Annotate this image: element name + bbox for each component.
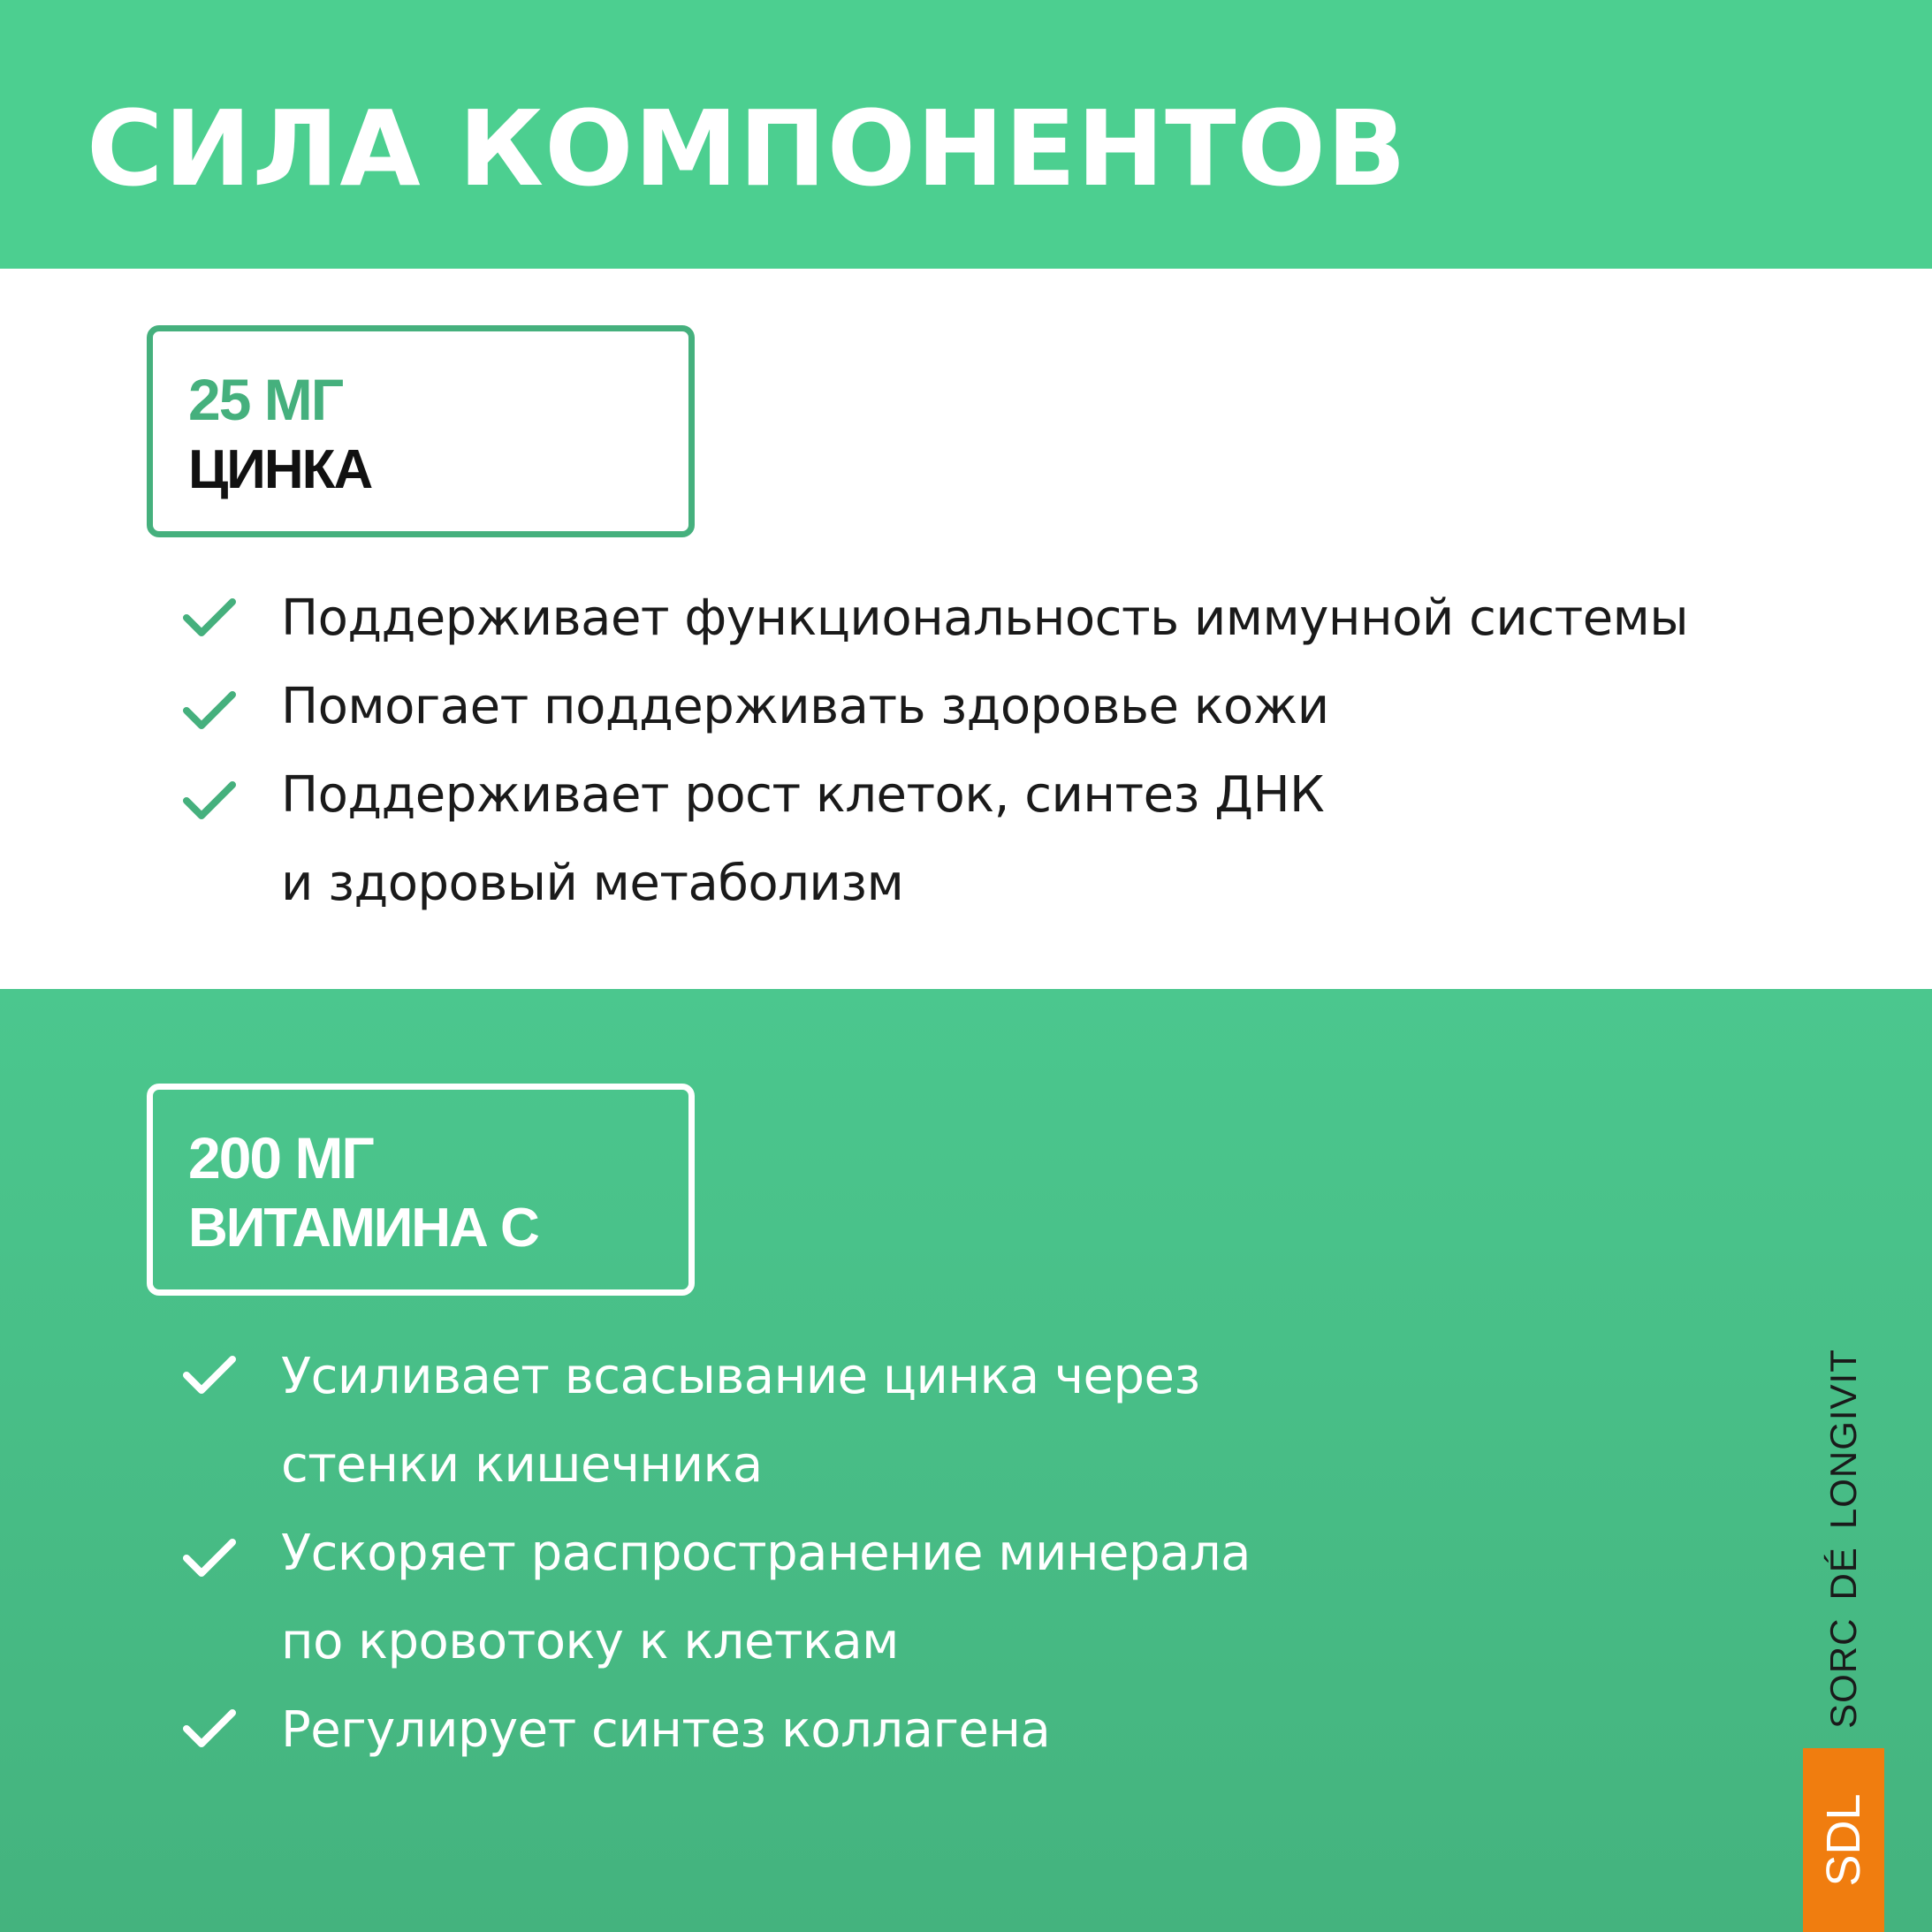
brand-logo xyxy=(1803,1349,1920,1932)
check-icon xyxy=(182,1352,237,1396)
brand-wordmark xyxy=(1822,1349,1865,1729)
benefit-text: Поддерживает функциональность иммунной системы xyxy=(281,589,1689,647)
check-icon xyxy=(182,688,237,732)
benefit-text: Усиливает всасывание цинка через xyxy=(281,1348,1200,1405)
page-title: СИЛА КОМПОНЕНТОВ xyxy=(87,87,1407,209)
benefit-text: Поддерживает рост клеток, синтез ДНК xyxy=(281,766,1325,824)
check-icon xyxy=(182,1535,237,1579)
check-icon xyxy=(182,595,237,639)
vitamin-c-badge xyxy=(147,1084,695,1296)
header-banner xyxy=(0,0,1932,269)
brand-badge xyxy=(1803,1748,1884,1932)
check-icon xyxy=(182,778,237,822)
benefit-text: по кровотоку к клеткам xyxy=(281,1613,899,1670)
brand-badge-text: SDL xyxy=(1817,1793,1870,1887)
benefit-text: и здоровый метаболизм xyxy=(281,855,904,912)
check-icon xyxy=(182,1706,237,1750)
benefit-text: стенки кишечника xyxy=(281,1436,763,1494)
zinc-amount: 25 МГ xyxy=(188,367,343,432)
brand-word: SORC xyxy=(1822,1617,1864,1729)
benefit-text: Помогает поддерживать здоровье кожи xyxy=(281,678,1329,735)
brand-word: LONGIVIT xyxy=(1822,1349,1864,1530)
zinc-name: ЦИНКА xyxy=(188,439,372,500)
zinc-badge xyxy=(147,325,695,537)
vitamin-c-name: ВИТАМИНА С xyxy=(188,1198,538,1259)
vitamin-c-amount: 200 МГ xyxy=(188,1125,373,1190)
benefit-text: Ускоряет распространение минерала xyxy=(281,1525,1251,1582)
brand-word: DÉ xyxy=(1822,1547,1864,1601)
benefit-text: Регулирует синтез коллагена xyxy=(281,1701,1051,1759)
